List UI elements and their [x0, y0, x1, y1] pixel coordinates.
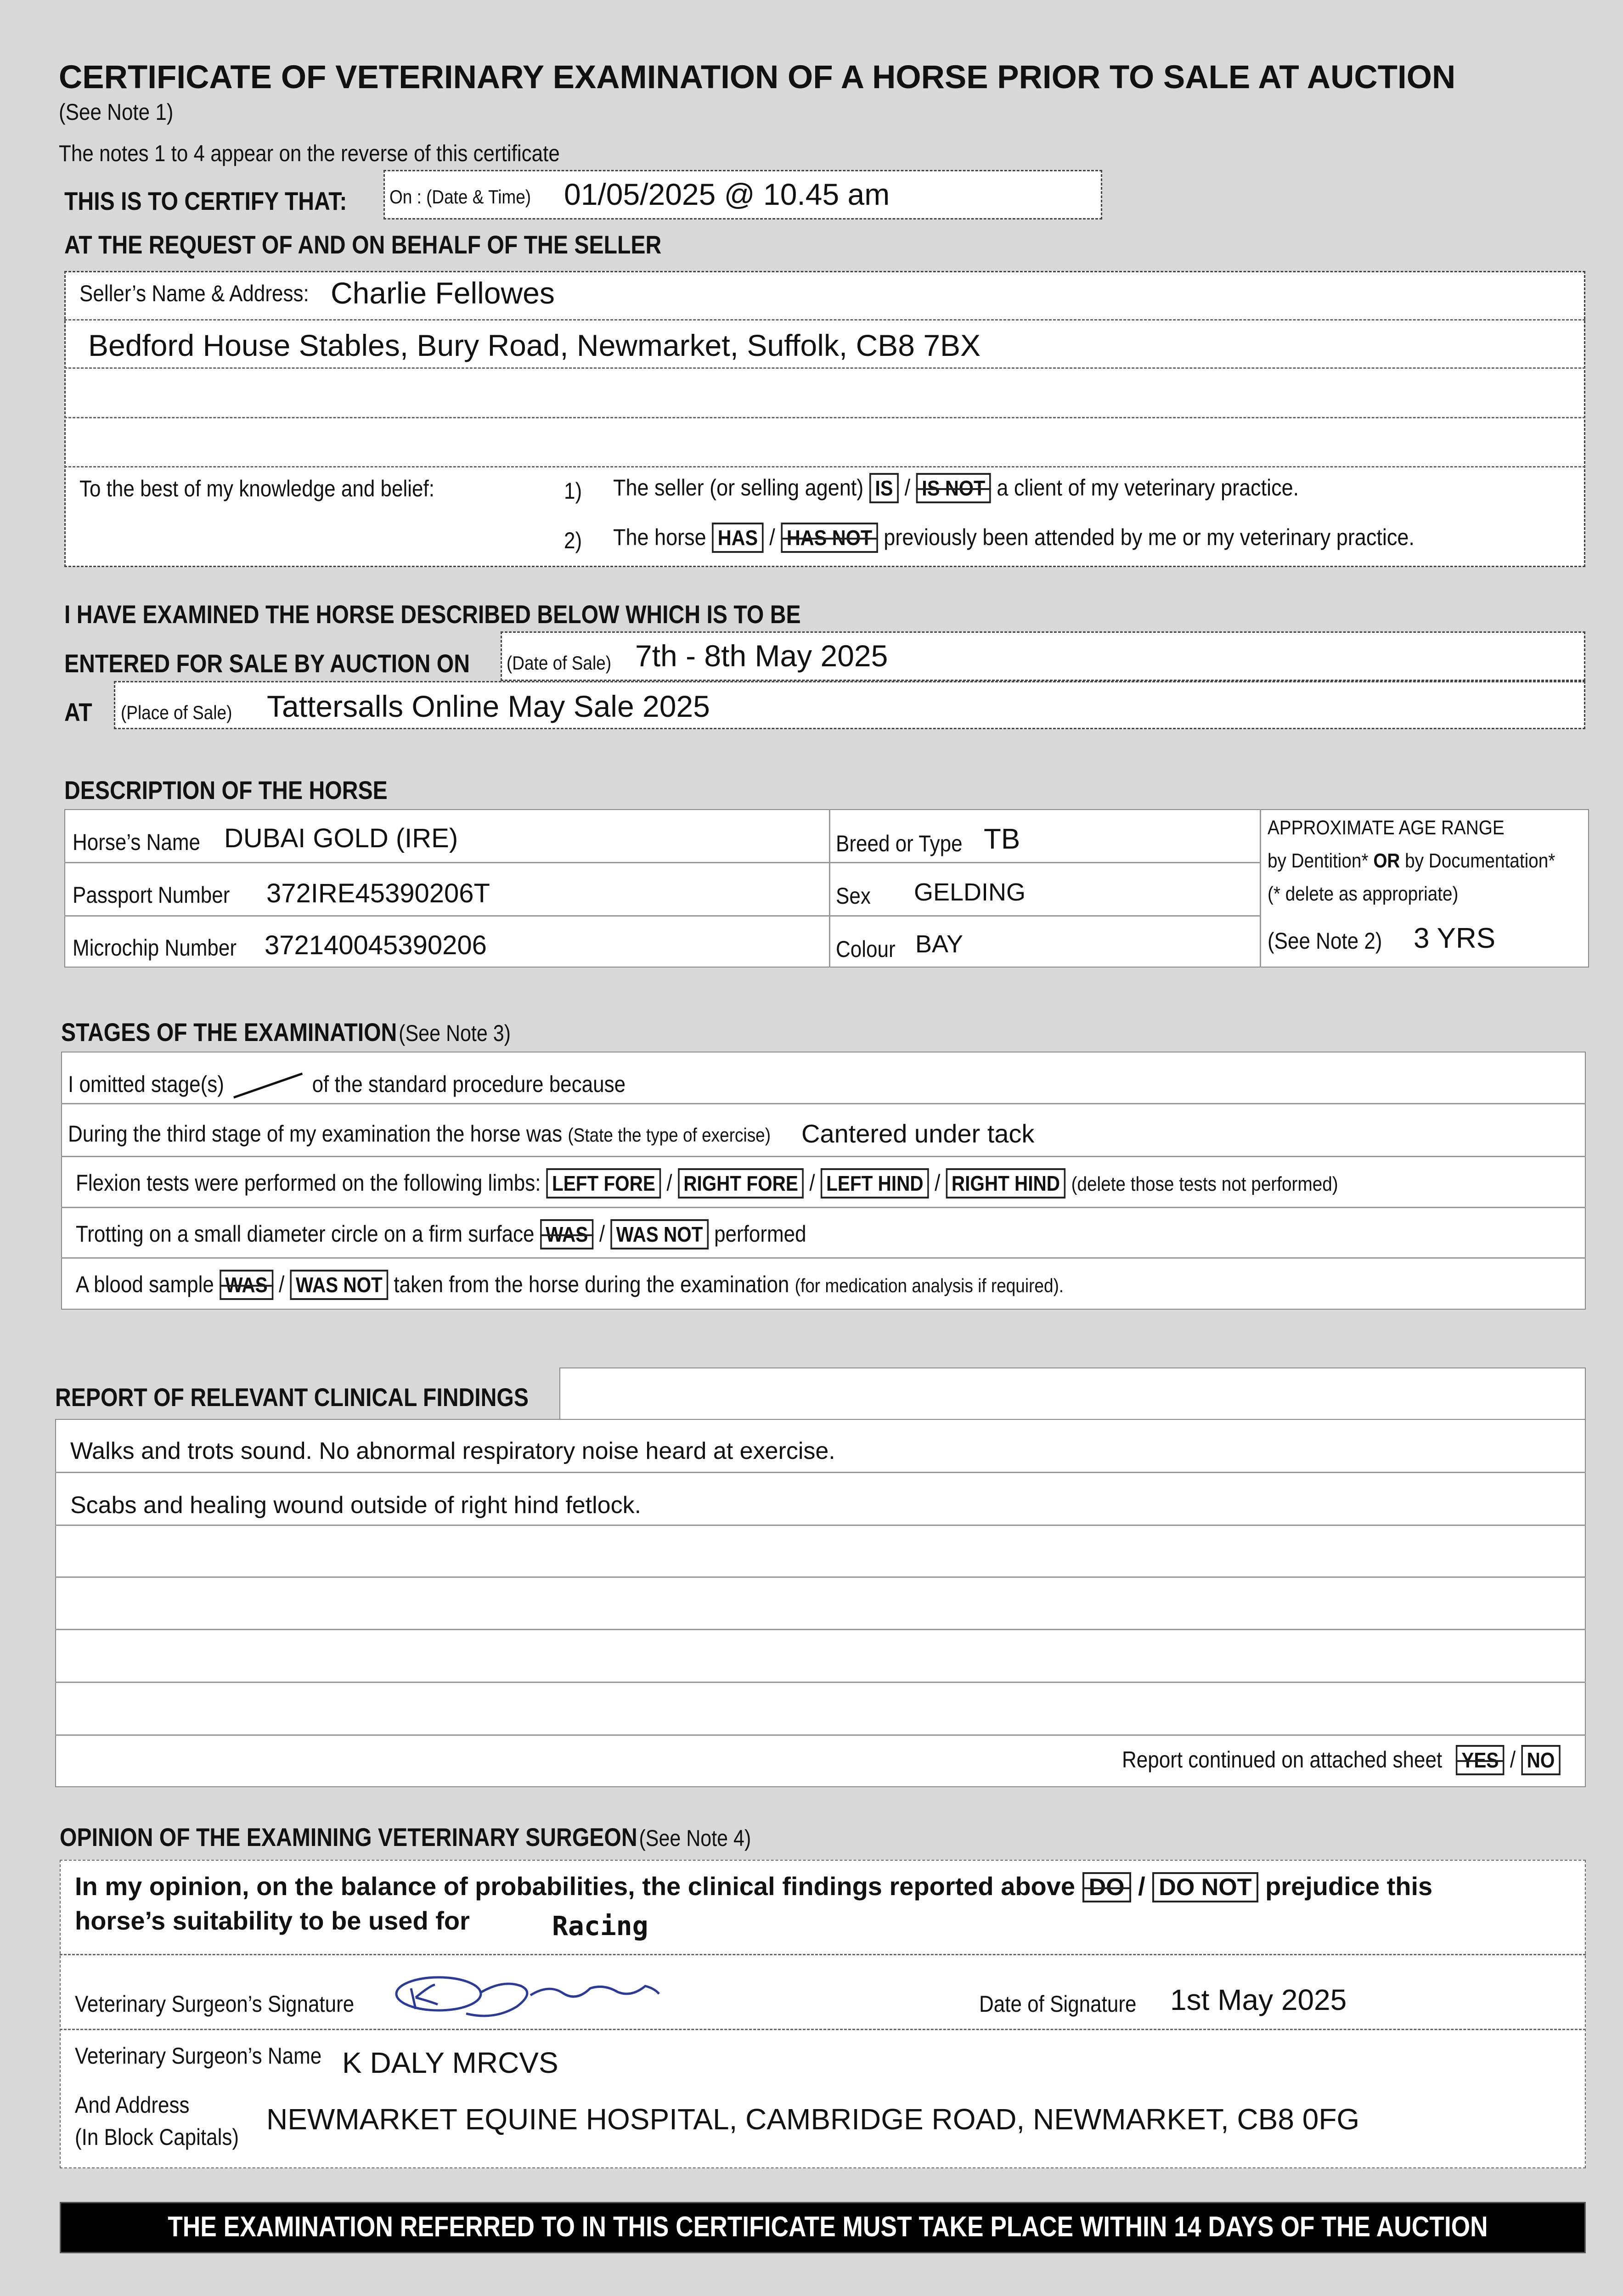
omitted-pre: I omitted stage(s) [68, 1071, 224, 1097]
slash: / [769, 524, 775, 550]
date-signature-value[interactable]: 1st May 2025 [1170, 1983, 1347, 2016]
sale-place-value: Tattersalls Online May Sale 2025 [267, 689, 710, 723]
sale-place-label: (Place of Sale) [121, 702, 232, 723]
flexion-row: Flexion tests were performed on the following limbs: LEFT FORE / RIGHT FORE / LEFT HIND / RIGHT HIND (delete those tests not performed) [76, 1168, 1338, 1199]
notes-line: The notes 1 to 4 appear on the reverse of this certificate [59, 141, 560, 166]
stages-heading-note: (See Note 3) [399, 1020, 511, 1046]
age-or: OR [1373, 850, 1400, 872]
opinion-text-pre: In my opinion, on the balance of probabilities, the clinical findings reported above [75, 1872, 1076, 1901]
trot-option-was-not[interactable]: WAS NOT [610, 1219, 709, 1249]
item2-pre: The horse [613, 524, 706, 550]
sale-date-value: 7th - 8th May 2025 [635, 639, 888, 673]
knowledge-label: To the best of my knowledge and belief: [79, 476, 434, 501]
colour-value[interactable]: BAY [915, 930, 964, 958]
signature-image[interactable] [383, 1961, 677, 2030]
entered-line: ENTERED FOR SALE BY AUCTION ON [64, 649, 470, 678]
findings-table [55, 1419, 1586, 1787]
continued-option-no[interactable]: NO [1521, 1745, 1560, 1775]
vet-name-value[interactable]: K DALY MRCVS [342, 2046, 558, 2079]
finding-line-2[interactable]: Scabs and healing wound outside of right hind fetlock. [70, 1492, 642, 1519]
age-delete-note: (* delete as appropriate) [1268, 883, 1459, 905]
findings-heading-field[interactable] [559, 1367, 1586, 1420]
slash: / [904, 475, 911, 501]
colour-label: Colour [836, 936, 896, 962]
third-stage-text: During the third stage of my examination the horse was [68, 1121, 563, 1147]
exam-date-value: 01/05/2025 @ 10.45 am [564, 177, 890, 211]
age-range-method [1268, 850, 1555, 872]
request-line: AT THE REQUEST OF AND ON BEHALF OF THE SELLER [64, 230, 662, 259]
horse-attended-row [613, 523, 1414, 553]
blood-text: A blood sample [76, 1272, 214, 1297]
opinion-heading-text: OPINION OF THE EXAMINING VETERINARY SURGEON [60, 1823, 637, 1851]
exam-date-label: On : (Date & Time) [389, 186, 531, 208]
limb-right-fore[interactable]: RIGHT FORE [678, 1168, 804, 1199]
third-stage-value[interactable]: Cantered under tack [801, 1119, 1035, 1148]
certificate-title: CERTIFICATE OF VETERINARY EXAMINATION OF A HORSE PRIOR TO SALE AT AUCTION [59, 59, 1456, 96]
item2-post: previously been attended by me or my veterinary practice. [884, 524, 1414, 550]
sale-date-field[interactable] [501, 631, 1585, 681]
horse-name[interactable]: DUBAI GOLD (IRE) [224, 823, 458, 853]
finding-line-1[interactable]: Walks and trots sound. No abnormal respiratory noise heard at exercise. [70, 1438, 835, 1464]
vet-address-label: And Address [75, 2092, 190, 2118]
omitted-stages-row [68, 1070, 626, 1102]
stages-heading [61, 1017, 511, 1047]
seller-name-label: Seller’s Name & Address: [79, 281, 309, 306]
see-note-1: (See Note 1) [59, 99, 174, 125]
age-by-dentition: by Dentition* [1268, 850, 1369, 872]
description-heading: DESCRIPTION OF THE HORSE [64, 776, 388, 805]
trotting-text: Trotting on a small diameter circle on a firm surface [76, 1221, 535, 1247]
examined-line: I HAVE EXAMINED THE HORSE DESCRIBED BELOW WHICH IS TO BE [64, 600, 801, 629]
findings-heading: REPORT OF RELEVANT CLINICAL FINDINGS [55, 1383, 529, 1412]
item1-post: a client of my veterinary practice. [997, 475, 1299, 501]
blood-small: (for medication analysis if required). [795, 1275, 1064, 1296]
sex-label: Sex [836, 883, 871, 909]
stages-heading-text: STAGES OF THE EXAMINATION [61, 1018, 397, 1047]
exam-date-field[interactable] [383, 170, 1102, 219]
sex-value[interactable]: GELDING [914, 878, 1026, 906]
date-signature-label: Date of Signature [979, 1991, 1137, 2017]
option-do[interactable]: DO [1082, 1872, 1131, 1902]
item1-num: 1) [564, 478, 582, 504]
horse-name-label: Horse’s Name [73, 829, 200, 855]
omitted-post: of the standard procedure because [312, 1071, 626, 1097]
age-value[interactable]: 3 YRS [1414, 923, 1496, 954]
trotting-post: performed [714, 1221, 806, 1247]
sale-place-field[interactable] [114, 681, 1585, 729]
option-is[interactable]: IS [869, 473, 899, 503]
item2-num: 2) [564, 528, 582, 553]
at-label: AT [64, 698, 92, 726]
passport-number[interactable]: 372IRE45390206T [266, 878, 490, 908]
opinion-text-post: prejudice this [1265, 1872, 1433, 1901]
age-see-note: (See Note 2) [1268, 928, 1382, 954]
continued-option-yes[interactable]: YES [1456, 1745, 1505, 1775]
vet-address-value[interactable]: NEWMARKET EQUINE HOSPITAL, CAMBRIDGE ROAD, NEWMARKET, CB8 0FG [266, 2103, 1360, 2136]
opinion-text-line1: In my opinion, on the balance of probabilities, the clinical findings reported above DO / DO NOT prejudice this [75, 1871, 1432, 1902]
option-is-not[interactable]: IS NOT [916, 473, 991, 503]
signature-label: Veterinary Surgeon’s Signature [75, 1991, 355, 2017]
limb-left-hind[interactable]: LEFT HIND [821, 1168, 929, 1199]
report-continued-row: Report continued on attached sheet YES / NO [1122, 1745, 1561, 1775]
flexion-text: Flexion tests were performed on the following limbs: [76, 1170, 541, 1196]
omitted-strike-line [230, 1070, 306, 1102]
blood-option-was[interactable]: WAS [220, 1270, 273, 1300]
opinion-heading [60, 1822, 751, 1852]
sale-date-label: (Date of Sale) [507, 652, 612, 674]
seller-address[interactable]: Bedford House Stables, Bury Road, Newmarket, Suffolk, CB8 7BX [88, 328, 981, 362]
intended-use-value[interactable]: Racing [552, 1910, 648, 1941]
footer-banner [60, 2202, 1586, 2253]
blood-sample-row: A blood sample WAS / WAS NOT taken from the horse during the examination (for medication analysis if required). [76, 1270, 1064, 1300]
blood-option-was-not[interactable]: WAS NOT [290, 1270, 389, 1300]
vet-name-label: Veterinary Surgeon’s Name [75, 2043, 322, 2069]
option-has[interactable]: HAS [712, 523, 764, 553]
third-stage-small: (State the type of exercise) [568, 1124, 771, 1146]
trotting-row: Trotting on a small diameter circle on a firm surface WAS / WAS NOT performed [76, 1219, 806, 1249]
item1-pre: The seller (or selling agent) [613, 475, 864, 501]
footer-banner-text: THE EXAMINATION REFERRED TO IN THIS CERTIFICATE MUST TAKE PLACE WITHIN 14 DAYS OF THE AUCTION [168, 2211, 1488, 2243]
seller-client-row [613, 473, 1299, 503]
limb-right-hind[interactable]: RIGHT HIND [946, 1168, 1066, 1199]
report-continued-label: Report continued on attached sheet [1122, 1747, 1443, 1773]
vet-address-label-2: (In Block Capitals) [75, 2124, 239, 2150]
microchip-label: Microchip Number [73, 935, 237, 961]
option-do-not[interactable]: DO NOT [1152, 1872, 1258, 1902]
breed-label: Breed or Type [836, 831, 963, 856]
flexion-note: (delete those tests not performed) [1071, 1173, 1338, 1195]
option-has-not[interactable]: HAS NOT [781, 523, 878, 553]
trot-option-was[interactable]: WAS [540, 1219, 594, 1249]
seller-name[interactable]: Charlie Fellowes [331, 276, 555, 310]
third-stage-row [68, 1120, 771, 1147]
certify-label: THIS IS TO CERTIFY THAT: [64, 186, 347, 215]
limb-left-fore[interactable]: LEFT FORE [547, 1168, 661, 1199]
microchip-number[interactable]: 372140045390206 [265, 930, 487, 960]
opinion-text-line2: horse’s suitability to be used for [75, 1906, 470, 1935]
passport-label: Passport Number [73, 882, 230, 908]
age-by-documentation: by Documentation* [1405, 850, 1555, 872]
breed-value[interactable]: TB [984, 823, 1020, 855]
opinion-heading-note: (See Note 4) [639, 1825, 751, 1851]
blood-post: taken from the horse during the examination [394, 1272, 789, 1297]
age-range-heading: APPROXIMATE AGE RANGE [1268, 816, 1505, 839]
